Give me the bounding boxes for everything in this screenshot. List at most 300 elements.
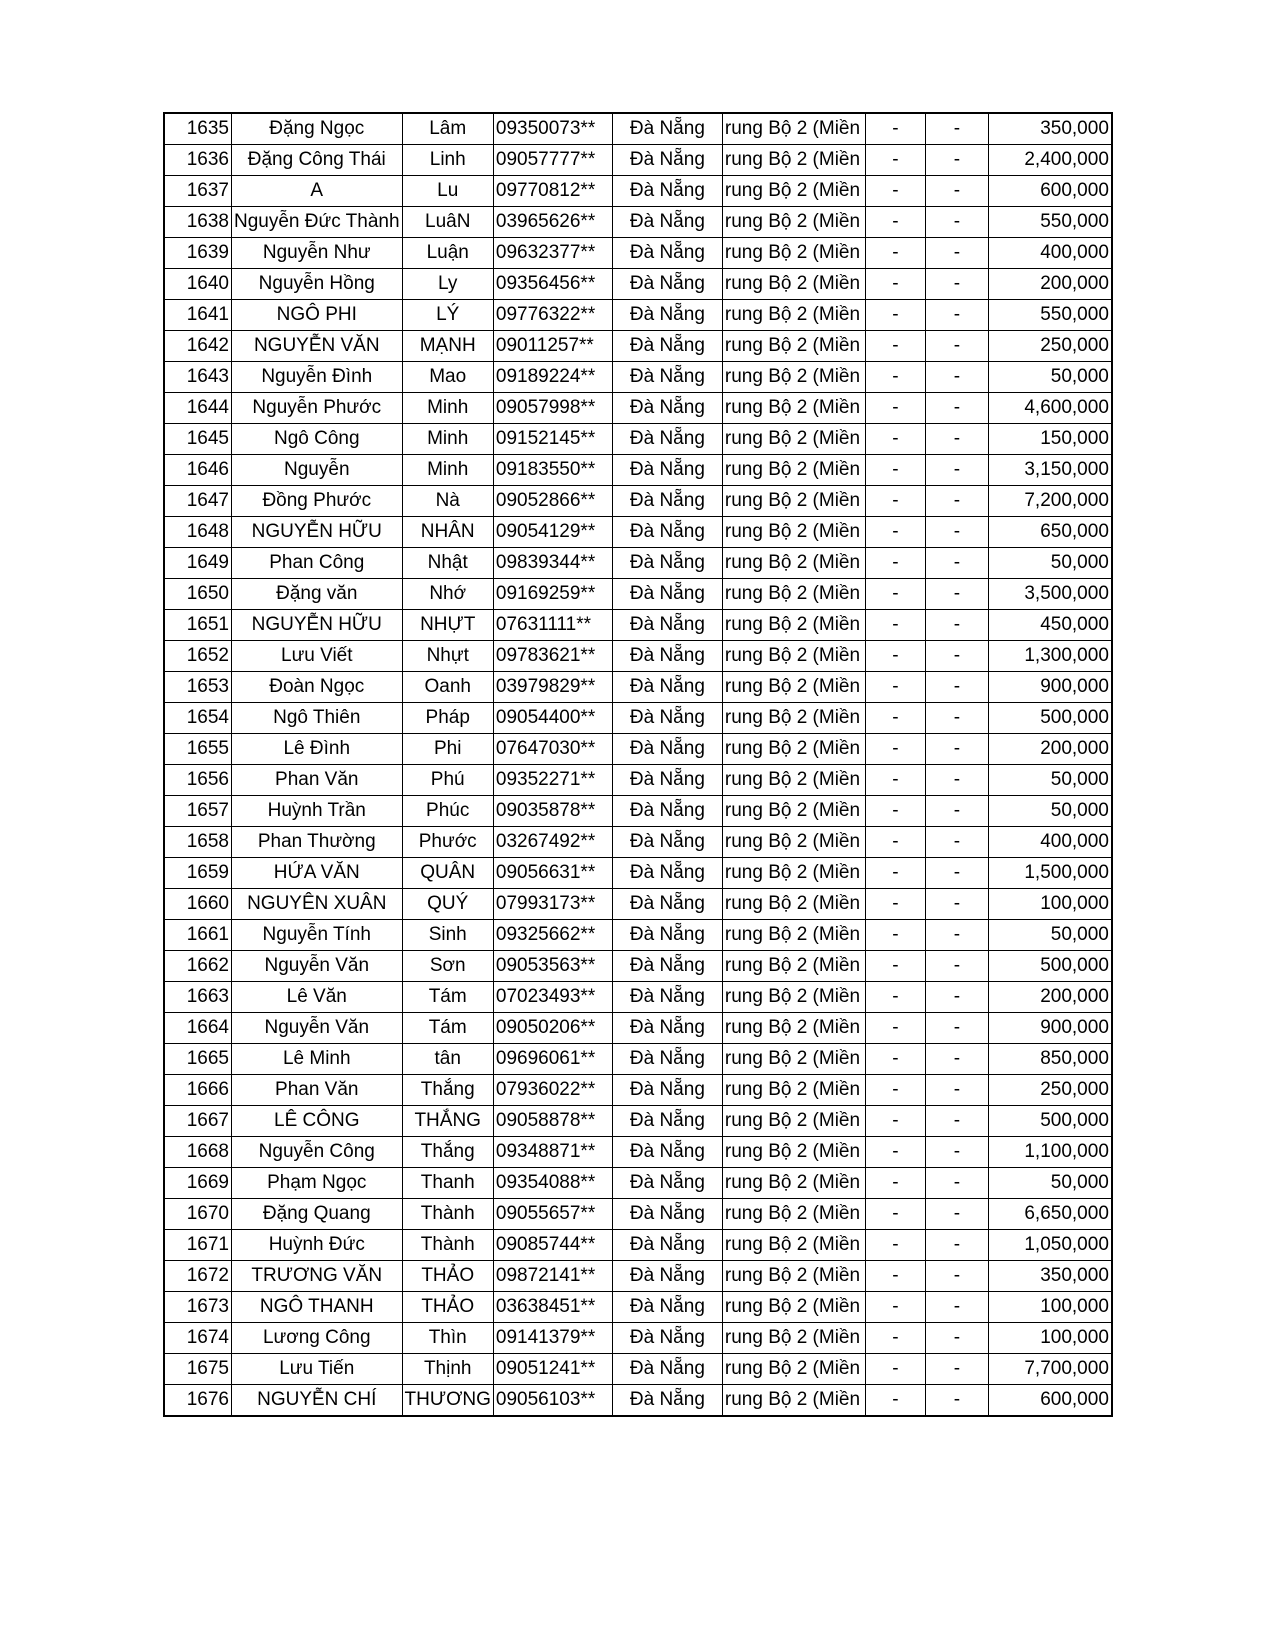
phone-number: 09783621**	[493, 641, 612, 672]
row-number: 1636	[164, 145, 232, 176]
first-name: QUÝ	[402, 889, 493, 920]
phone-number: 09085744**	[493, 1230, 612, 1261]
phone-number: 09325662**	[493, 920, 612, 951]
dash-cell: -	[865, 734, 925, 765]
region: rung Bộ 2 (Miền	[722, 362, 865, 393]
phone-number: 09872141**	[493, 1261, 612, 1292]
last-name: TRƯƠNG VĂN	[232, 1261, 403, 1292]
amount: 350,000	[988, 113, 1112, 145]
city: Đà Nẵng	[612, 176, 722, 207]
row-number: 1657	[164, 796, 232, 827]
dash-cell: -	[865, 1199, 925, 1230]
region: rung Bộ 2 (Miền	[722, 145, 865, 176]
dash-cell: -	[925, 982, 988, 1013]
city: Đà Nẵng	[612, 517, 722, 548]
phone-number: 03965626**	[493, 207, 612, 238]
dash-cell: -	[925, 951, 988, 982]
region: rung Bộ 2 (Miền	[722, 703, 865, 734]
phone-number: 09055657**	[493, 1199, 612, 1230]
city: Đà Nẵng	[612, 703, 722, 734]
row-number: 1648	[164, 517, 232, 548]
row-number: 1675	[164, 1354, 232, 1385]
table-row	[164, 1261, 1112, 1292]
last-name: Ngô Thiên	[232, 703, 403, 734]
last-name: NGÔ THANH	[232, 1292, 403, 1323]
dash-cell: -	[925, 300, 988, 331]
row-number: 1667	[164, 1106, 232, 1137]
first-name: Lu	[402, 176, 493, 207]
dash-cell: -	[925, 889, 988, 920]
dash-cell: -	[925, 641, 988, 672]
last-name: Nguyễn Công	[232, 1137, 403, 1168]
last-name: Nguyễn	[232, 455, 403, 486]
first-name: THẢO	[402, 1261, 493, 1292]
region: rung Bộ 2 (Miền	[722, 1261, 865, 1292]
row-number: 1635	[164, 113, 232, 145]
phone-number: 09056631**	[493, 858, 612, 889]
first-name: tân	[402, 1044, 493, 1075]
first-name: Phước	[402, 827, 493, 858]
city: Đà Nẵng	[612, 1013, 722, 1044]
dash-cell: -	[865, 1323, 925, 1354]
city: Đà Nẵng	[612, 641, 722, 672]
dash-cell: -	[865, 641, 925, 672]
dash-cell: -	[865, 424, 925, 455]
phone-number: 09839344**	[493, 548, 612, 579]
row-number: 1645	[164, 424, 232, 455]
first-name: Phi	[402, 734, 493, 765]
region: rung Bộ 2 (Miền	[722, 269, 865, 300]
city: Đà Nẵng	[612, 393, 722, 424]
table-row	[164, 238, 1112, 269]
phone-number: 09141379**	[493, 1323, 612, 1354]
row-number: 1640	[164, 269, 232, 300]
region: rung Bộ 2 (Miền	[722, 238, 865, 269]
city: Đà Nẵng	[612, 145, 722, 176]
amount: 550,000	[988, 207, 1112, 238]
dash-cell: -	[865, 1013, 925, 1044]
dash-cell: -	[865, 889, 925, 920]
first-name: Thành	[402, 1199, 493, 1230]
dash-cell: -	[865, 176, 925, 207]
first-name: THẮNG	[402, 1106, 493, 1137]
city: Đà Nẵng	[612, 1199, 722, 1230]
table-row	[164, 1137, 1112, 1168]
phone-number: 09058878**	[493, 1106, 612, 1137]
phone-number: 09011257**	[493, 331, 612, 362]
phone-number: 09354088**	[493, 1168, 612, 1199]
table-row	[164, 455, 1112, 486]
row-number: 1654	[164, 703, 232, 734]
row-number: 1643	[164, 362, 232, 393]
region: rung Bộ 2 (Miền	[722, 1044, 865, 1075]
dash-cell: -	[865, 1230, 925, 1261]
dash-cell: -	[925, 827, 988, 858]
first-name: LÝ	[402, 300, 493, 331]
row-number: 1655	[164, 734, 232, 765]
city: Đà Nẵng	[612, 889, 722, 920]
phone-number: 09183550**	[493, 455, 612, 486]
dash-cell: -	[865, 486, 925, 517]
table-row	[164, 176, 1112, 207]
table-row	[164, 579, 1112, 610]
city: Đà Nẵng	[612, 982, 722, 1013]
amount: 600,000	[988, 176, 1112, 207]
dash-cell: -	[925, 1261, 988, 1292]
last-name: Phan Văn	[232, 765, 403, 796]
first-name: Phú	[402, 765, 493, 796]
last-name: Nguyễn Hồng	[232, 269, 403, 300]
table-row	[164, 1168, 1112, 1199]
row-number: 1662	[164, 951, 232, 982]
phone-number: 03979829**	[493, 672, 612, 703]
dash-cell: -	[865, 579, 925, 610]
first-name: NHÂN	[402, 517, 493, 548]
dash-cell: -	[865, 300, 925, 331]
city: Đà Nẵng	[612, 238, 722, 269]
last-name: NGUYỄN HỮU	[232, 610, 403, 641]
dash-cell: -	[865, 1075, 925, 1106]
dash-cell: -	[925, 331, 988, 362]
first-name: Sinh	[402, 920, 493, 951]
city: Đà Nẵng	[612, 486, 722, 517]
row-number: 1664	[164, 1013, 232, 1044]
row-number: 1669	[164, 1168, 232, 1199]
table-row	[164, 393, 1112, 424]
dash-cell: -	[865, 238, 925, 269]
amount: 200,000	[988, 982, 1112, 1013]
table-row	[164, 951, 1112, 982]
region: rung Bộ 2 (Miền	[722, 920, 865, 951]
dash-cell: -	[865, 548, 925, 579]
table-row	[164, 1106, 1112, 1137]
phone-number: 09035878**	[493, 796, 612, 827]
amount: 250,000	[988, 1075, 1112, 1106]
region: rung Bộ 2 (Miền	[722, 1385, 865, 1417]
row-number: 1674	[164, 1323, 232, 1354]
region: rung Bộ 2 (Miền	[722, 610, 865, 641]
phone-number: 09696061**	[493, 1044, 612, 1075]
first-name: Minh	[402, 393, 493, 424]
row-number: 1646	[164, 455, 232, 486]
city: Đà Nẵng	[612, 113, 722, 145]
dash-cell: -	[865, 951, 925, 982]
dash-cell: -	[925, 920, 988, 951]
dash-cell: -	[865, 703, 925, 734]
dash-cell: -	[865, 145, 925, 176]
dash-cell: -	[925, 610, 988, 641]
last-name: Lương Công	[232, 1323, 403, 1354]
last-name: Phan Văn	[232, 1075, 403, 1106]
row-number: 1673	[164, 1292, 232, 1323]
dash-cell: -	[925, 1168, 988, 1199]
dash-cell: -	[925, 1106, 988, 1137]
row-number: 1672	[164, 1261, 232, 1292]
phone-number: 07993173**	[493, 889, 612, 920]
city: Đà Nẵng	[612, 1106, 722, 1137]
row-number: 1668	[164, 1137, 232, 1168]
last-name: Lưu Viết	[232, 641, 403, 672]
dash-cell: -	[865, 920, 925, 951]
city: Đà Nẵng	[612, 765, 722, 796]
region: rung Bộ 2 (Miền	[722, 455, 865, 486]
amount: 6,650,000	[988, 1199, 1112, 1230]
table-row	[164, 300, 1112, 331]
last-name: HỨA VĂN	[232, 858, 403, 889]
phone-number: 09632377**	[493, 238, 612, 269]
region: rung Bộ 2 (Miền	[722, 672, 865, 703]
table-row	[164, 672, 1112, 703]
city: Đà Nẵng	[612, 1044, 722, 1075]
table-row	[164, 269, 1112, 300]
dash-cell: -	[925, 858, 988, 889]
dash-cell: -	[865, 393, 925, 424]
last-name: Đồng Phước	[232, 486, 403, 517]
last-name: Nguyễn Tính	[232, 920, 403, 951]
dash-cell: -	[925, 238, 988, 269]
amount: 1,050,000	[988, 1230, 1112, 1261]
dash-cell: -	[925, 1385, 988, 1417]
amount: 150,000	[988, 424, 1112, 455]
dash-cell: -	[865, 455, 925, 486]
dash-cell: -	[925, 486, 988, 517]
city: Đà Nẵng	[612, 362, 722, 393]
region: rung Bộ 2 (Miền	[722, 1354, 865, 1385]
first-name: QUÂN	[402, 858, 493, 889]
table-row	[164, 362, 1112, 393]
region: rung Bộ 2 (Miền	[722, 548, 865, 579]
region: rung Bộ 2 (Miền	[722, 951, 865, 982]
amount: 50,000	[988, 362, 1112, 393]
amount: 1,500,000	[988, 858, 1112, 889]
row-number: 1649	[164, 548, 232, 579]
phone-number: 09054129**	[493, 517, 612, 548]
table-row	[164, 920, 1112, 951]
amount: 7,700,000	[988, 1354, 1112, 1385]
row-number: 1651	[164, 610, 232, 641]
region: rung Bộ 2 (Miền	[722, 393, 865, 424]
dash-cell: -	[925, 1013, 988, 1044]
last-name: NGÔ PHI	[232, 300, 403, 331]
city: Đà Nẵng	[612, 858, 722, 889]
row-number: 1644	[164, 393, 232, 424]
phone-number: 07936022**	[493, 1075, 612, 1106]
table-row	[164, 982, 1112, 1013]
city: Đà Nẵng	[612, 1075, 722, 1106]
first-name: Thanh	[402, 1168, 493, 1199]
region: rung Bộ 2 (Miền	[722, 1137, 865, 1168]
city: Đà Nẵng	[612, 1385, 722, 1417]
table-row	[164, 1230, 1112, 1261]
first-name: THƯƠNG	[402, 1385, 493, 1417]
phone-number: 09057998**	[493, 393, 612, 424]
amount: 50,000	[988, 1168, 1112, 1199]
amount: 3,500,000	[988, 579, 1112, 610]
region: rung Bộ 2 (Miền	[722, 1106, 865, 1137]
amount: 550,000	[988, 300, 1112, 331]
last-name: Lê Minh	[232, 1044, 403, 1075]
last-name: Huỳnh Đức	[232, 1230, 403, 1261]
region: rung Bộ 2 (Miền	[722, 858, 865, 889]
region: rung Bộ 2 (Miền	[722, 1292, 865, 1323]
phone-number: 09776322**	[493, 300, 612, 331]
table-row	[164, 1354, 1112, 1385]
region: rung Bộ 2 (Miền	[722, 827, 865, 858]
last-name: NGUYÊN XUÂN	[232, 889, 403, 920]
dash-cell: -	[865, 982, 925, 1013]
table-row	[164, 641, 1112, 672]
amount: 850,000	[988, 1044, 1112, 1075]
amount: 900,000	[988, 672, 1112, 703]
city: Đà Nẵng	[612, 610, 722, 641]
region: rung Bộ 2 (Miền	[722, 207, 865, 238]
first-name: Oanh	[402, 672, 493, 703]
first-name: Thìn	[402, 1323, 493, 1354]
phone-number: 09189224**	[493, 362, 612, 393]
phone-number: 09169259**	[493, 579, 612, 610]
region: rung Bộ 2 (Miền	[722, 300, 865, 331]
region: rung Bộ 2 (Miền	[722, 517, 865, 548]
city: Đà Nẵng	[612, 1323, 722, 1354]
first-name: Tám	[402, 1013, 493, 1044]
phone-number: 09050206**	[493, 1013, 612, 1044]
row-number: 1650	[164, 579, 232, 610]
city: Đà Nẵng	[612, 207, 722, 238]
last-name: Nguyễn Văn	[232, 951, 403, 982]
dash-cell: -	[925, 362, 988, 393]
dash-cell: -	[865, 1292, 925, 1323]
row-number: 1642	[164, 331, 232, 362]
dash-cell: -	[865, 672, 925, 703]
table-row	[164, 1075, 1112, 1106]
table-row	[164, 610, 1112, 641]
dash-cell: -	[865, 1044, 925, 1075]
city: Đà Nẵng	[612, 455, 722, 486]
row-number: 1652	[164, 641, 232, 672]
row-number: 1671	[164, 1230, 232, 1261]
dash-cell: -	[865, 331, 925, 362]
dash-cell: -	[925, 424, 988, 455]
table-row	[164, 858, 1112, 889]
amount: 200,000	[988, 734, 1112, 765]
row-number: 1659	[164, 858, 232, 889]
row-number: 1647	[164, 486, 232, 517]
dash-cell: -	[925, 579, 988, 610]
first-name: Lâm	[402, 113, 493, 145]
dash-cell: -	[865, 610, 925, 641]
first-name: THẢO	[402, 1292, 493, 1323]
phone-number: 09350073**	[493, 113, 612, 145]
dash-cell: -	[925, 455, 988, 486]
amount: 50,000	[988, 548, 1112, 579]
phone-number: 03638451**	[493, 1292, 612, 1323]
region: rung Bộ 2 (Miền	[722, 982, 865, 1013]
phone-number: 09352271**	[493, 765, 612, 796]
region: rung Bộ 2 (Miền	[722, 176, 865, 207]
amount: 1,300,000	[988, 641, 1112, 672]
amount: 350,000	[988, 1261, 1112, 1292]
region: rung Bộ 2 (Miền	[722, 424, 865, 455]
phone-number: 09348871**	[493, 1137, 612, 1168]
first-name: Sơn	[402, 951, 493, 982]
dash-cell: -	[925, 796, 988, 827]
dash-cell: -	[925, 1354, 988, 1385]
table-row	[164, 765, 1112, 796]
last-name: LÊ CÔNG	[232, 1106, 403, 1137]
amount: 100,000	[988, 889, 1112, 920]
last-name: Nguyễn Văn	[232, 1013, 403, 1044]
city: Đà Nẵng	[612, 1292, 722, 1323]
city: Đà Nẵng	[612, 672, 722, 703]
region: rung Bộ 2 (Miền	[722, 1013, 865, 1044]
last-name: Ngô Công	[232, 424, 403, 455]
table-row	[164, 889, 1112, 920]
first-name: Pháp	[402, 703, 493, 734]
dash-cell: -	[925, 176, 988, 207]
city: Đà Nẵng	[612, 920, 722, 951]
row-number: 1666	[164, 1075, 232, 1106]
last-name: Phan Thường	[232, 827, 403, 858]
table-row	[164, 796, 1112, 827]
city: Đà Nẵng	[612, 1137, 722, 1168]
amount: 50,000	[988, 920, 1112, 951]
city: Đà Nẵng	[612, 827, 722, 858]
dash-cell: -	[865, 796, 925, 827]
row-number: 1663	[164, 982, 232, 1013]
phone-number: 07647030**	[493, 734, 612, 765]
first-name: Thắng	[402, 1075, 493, 1106]
table-row	[164, 1044, 1112, 1075]
first-name: Luận	[402, 238, 493, 269]
dash-cell: -	[865, 827, 925, 858]
region: rung Bộ 2 (Miền	[722, 796, 865, 827]
first-name: Linh	[402, 145, 493, 176]
city: Đà Nẵng	[612, 579, 722, 610]
first-name: LuâN	[402, 207, 493, 238]
dash-cell: -	[865, 1106, 925, 1137]
dash-cell: -	[925, 1323, 988, 1354]
last-name: Đặng Công Thái	[232, 145, 403, 176]
table-row	[164, 517, 1112, 548]
dash-cell: -	[925, 672, 988, 703]
dash-cell: -	[925, 1230, 988, 1261]
last-name: Nguyễn Đình	[232, 362, 403, 393]
last-name: Lê Đình	[232, 734, 403, 765]
region: rung Bộ 2 (Miền	[722, 113, 865, 145]
dash-cell: -	[925, 548, 988, 579]
table-row	[164, 1013, 1112, 1044]
first-name: Ly	[402, 269, 493, 300]
amount: 400,000	[988, 238, 1112, 269]
dash-cell: -	[865, 1354, 925, 1385]
phone-number: 09356456**	[493, 269, 612, 300]
row-number: 1656	[164, 765, 232, 796]
amount: 200,000	[988, 269, 1112, 300]
amount: 100,000	[988, 1323, 1112, 1354]
last-name: NGUYỄN VĂN	[232, 331, 403, 362]
dash-cell: -	[925, 1137, 988, 1168]
first-name: NHỰT	[402, 610, 493, 641]
last-name: Phạm Ngọc	[232, 1168, 403, 1199]
phone-number: 09052866**	[493, 486, 612, 517]
row-number: 1653	[164, 672, 232, 703]
table-row	[164, 827, 1112, 858]
region: rung Bộ 2 (Miền	[722, 486, 865, 517]
table-row	[164, 734, 1112, 765]
region: rung Bộ 2 (Miền	[722, 1230, 865, 1261]
first-name: Mao	[402, 362, 493, 393]
city: Đà Nẵng	[612, 300, 722, 331]
